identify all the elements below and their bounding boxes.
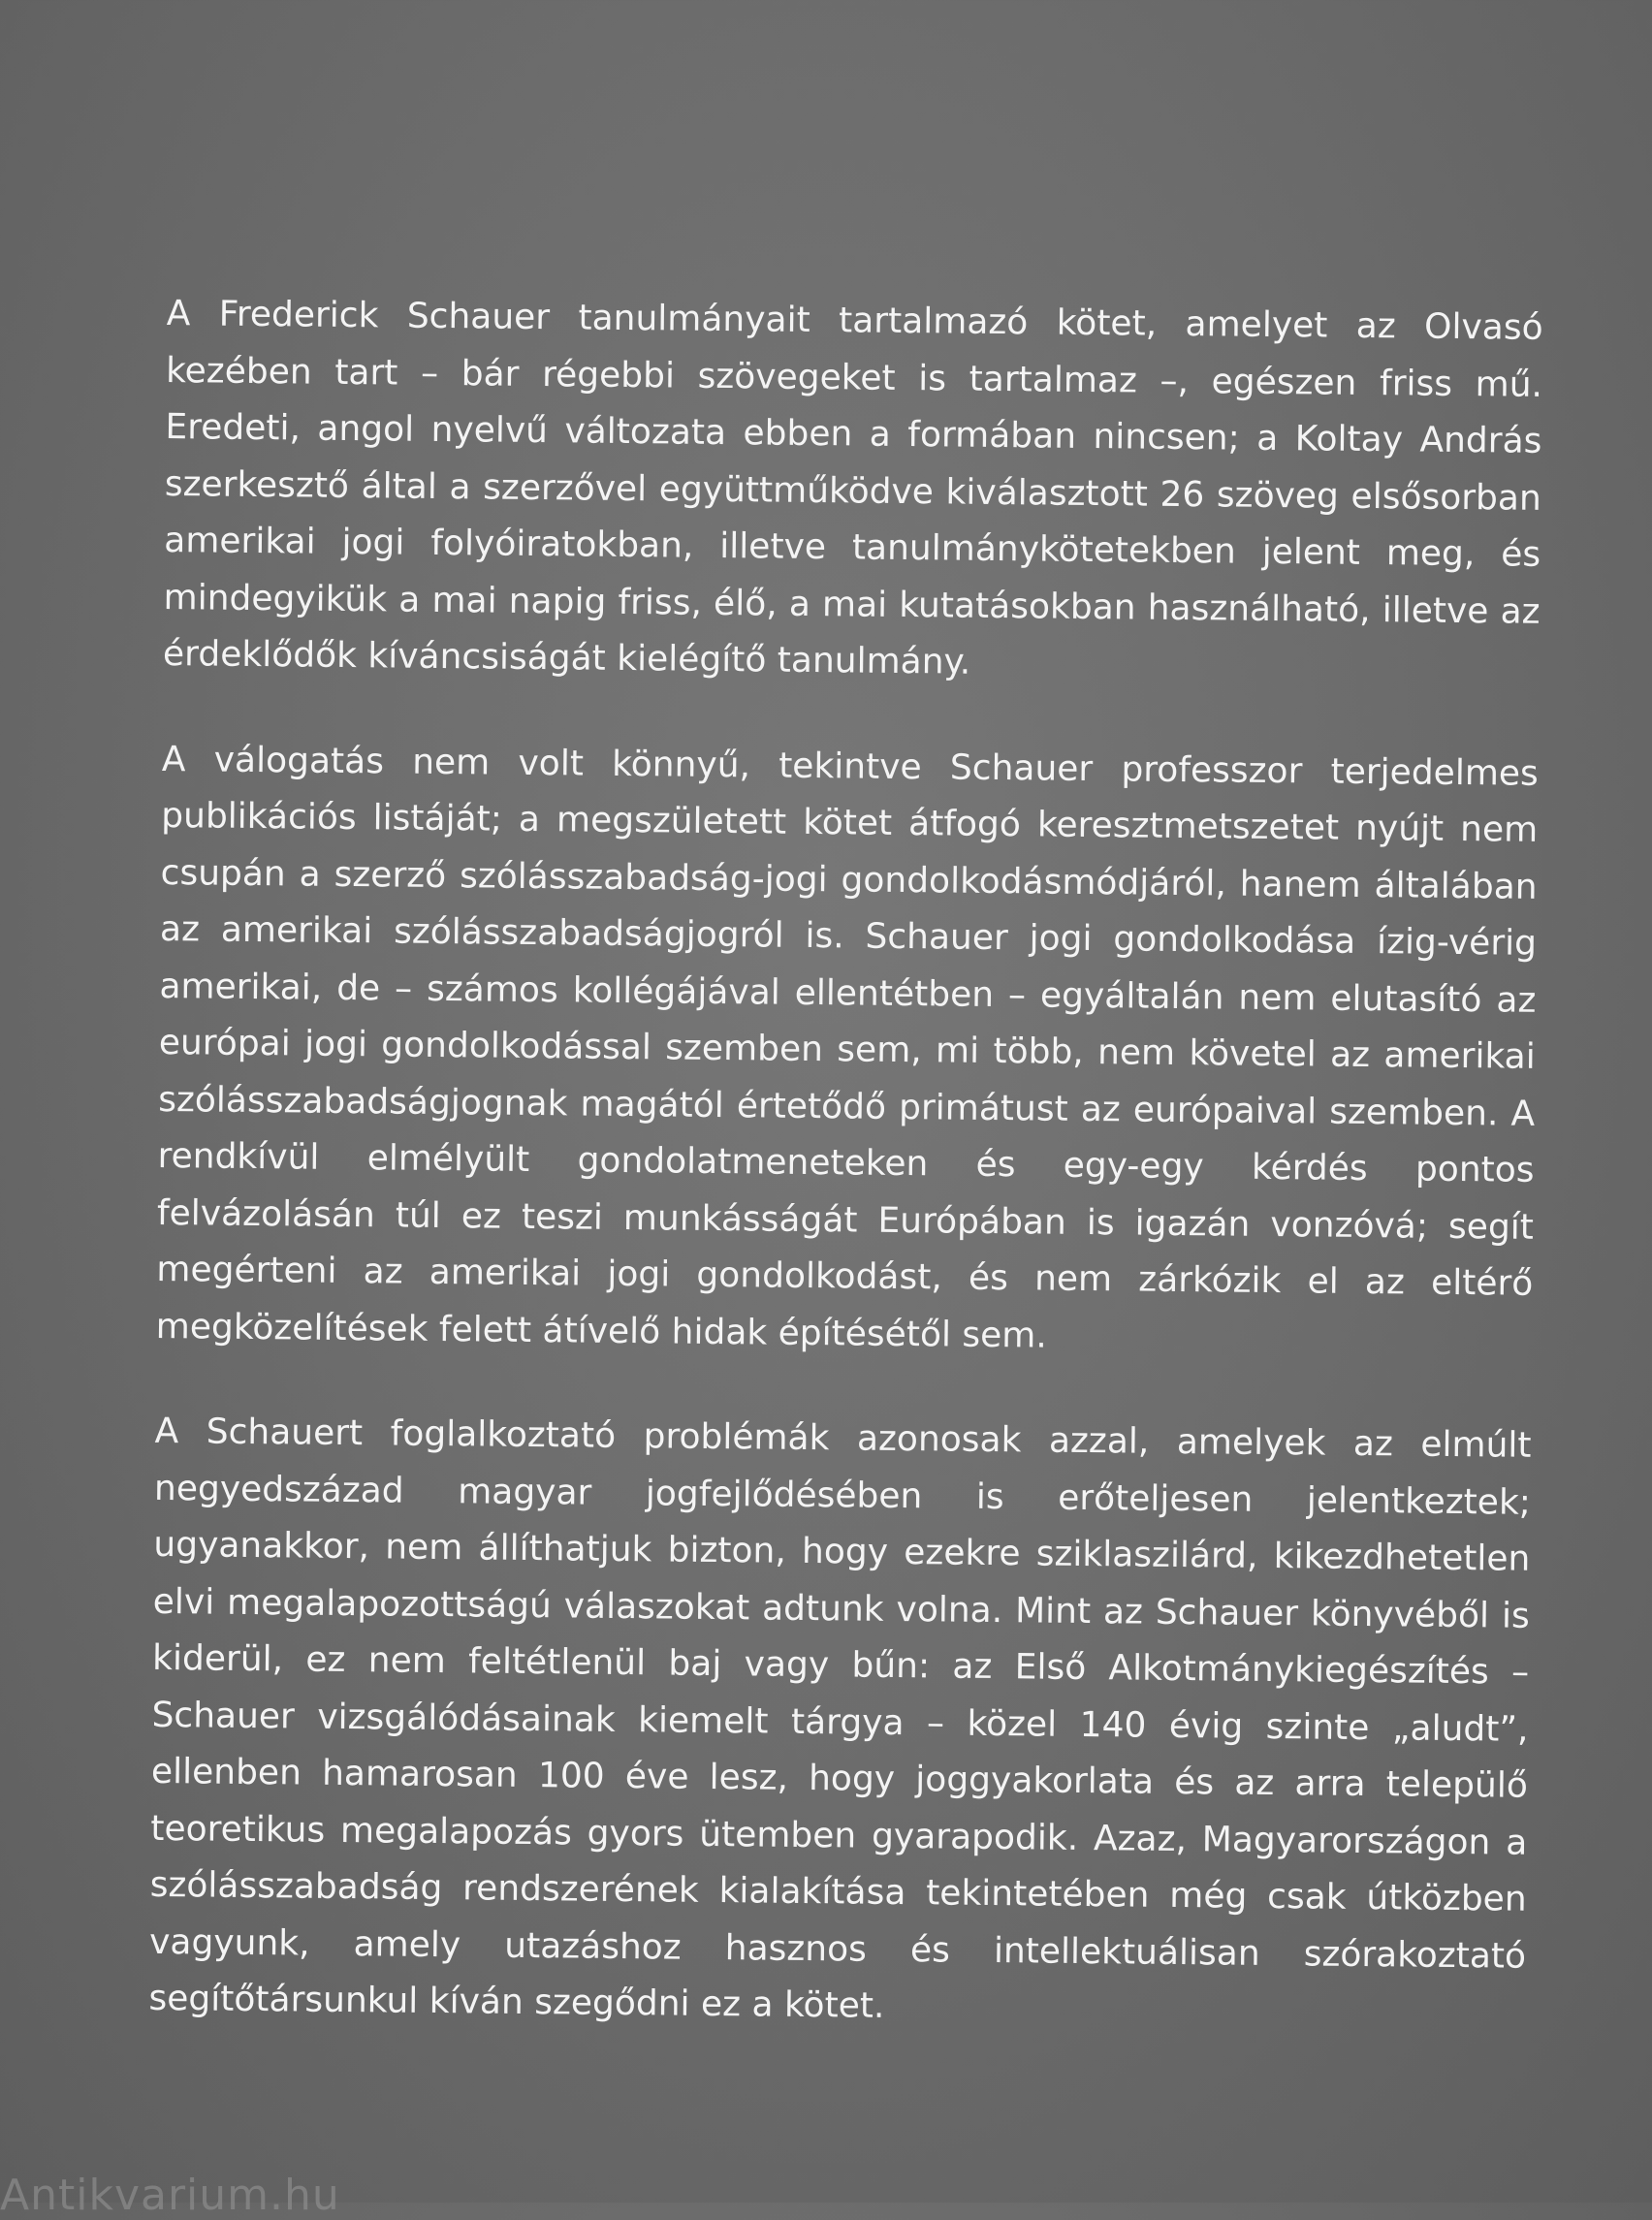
paragraph-2: A válogatás nem volt könnyű, tekintve Schauer professzor terjedelmes publikációs listáját; a megszületett kötet átfogó keresztmetszetet nyújt nem csupán a szerző szólásszabadság-jogi gondolkodásmódjáról, hanem általában az amerikai szólásszabadságjogról is. Schauer jogi gondolkodása ízig-vérig amerikai, de – számos kollégájával ellentétben – egyáltalán nem elutasító az európai jogi gondolkodással szemben sem, mi több, nem követel az amerikai szólásszabadságjognak magától értetődő primátust az európaival szemben. A rendkívül elmélyült gondolatmeneteken és egy-egy kérdés pontos felvázolásán túl ez teszi munkásságát Európában is igazán vonzóvá; segít megérteni az amerikai jogi gondolkodást, és nem zárkózik el az eltérő megközelítések felett átívelő hidak építésétől sem.	[155, 739, 1540, 1356]
paragraph-1: A Frederick Schauer tanulmányait tartalmazó kötet, amelyet az Olvasó kezében tart – bár régebbi szövegeket is tartalmaz –, egészen friss mű. Eredeti, angol nyelvű változata ebben a formában nincsen; a Koltay András szerkesztő által a szerzővel együttműködve kiválasztott 26 szöveg elsősorban amerikai jogi folyóiratokban, illetve tanulmánykötetekben jelent meg, és mindegyikük a mai napig friss, élő, a mai kutatásokban használható, illetve az érdeklődők kíváncsiságát kielégítő tanulmány.	[162, 293, 1543, 682]
cover-text	[148, 286, 1543, 2042]
watermark: Antikvarium.hu	[0, 2171, 340, 2220]
paragraph-3: A Schauert foglalkoztató problémák azonosak azzal, amelyek az elmúlt negyedszázad magyar jogfejlődésében is erőteljesen jelentkeztek; ugyanakkor, nem állíthatjuk bizton, hogy ezekre sziklaszilárd, kikezdhetetlen elvi megalapozottságú válaszokat adtunk volna. Mint az Schauer könyvéből is kiderül, ez nem feltétlenül baj vagy bűn: az Első Alkotmánykiegészítés – Schauer vizsgálódásainak kiemelt tárgya – közel 140 évig szinte „aludt”, ellenben hamarosan 100 éve lesz, hogy joggyakorlata és az arra települő teoretikus megalapozás gyors ütemben gyarapodik. Azaz, Magyarországon a szólásszabadság rendszerének kialakítása tekintetében még csak útközben vagyunk, amely utazáshoz hasznos és intellektuálisan szórakoztató segítőtársunkul kíván szegődni ez a kötet.	[148, 1411, 1532, 2026]
